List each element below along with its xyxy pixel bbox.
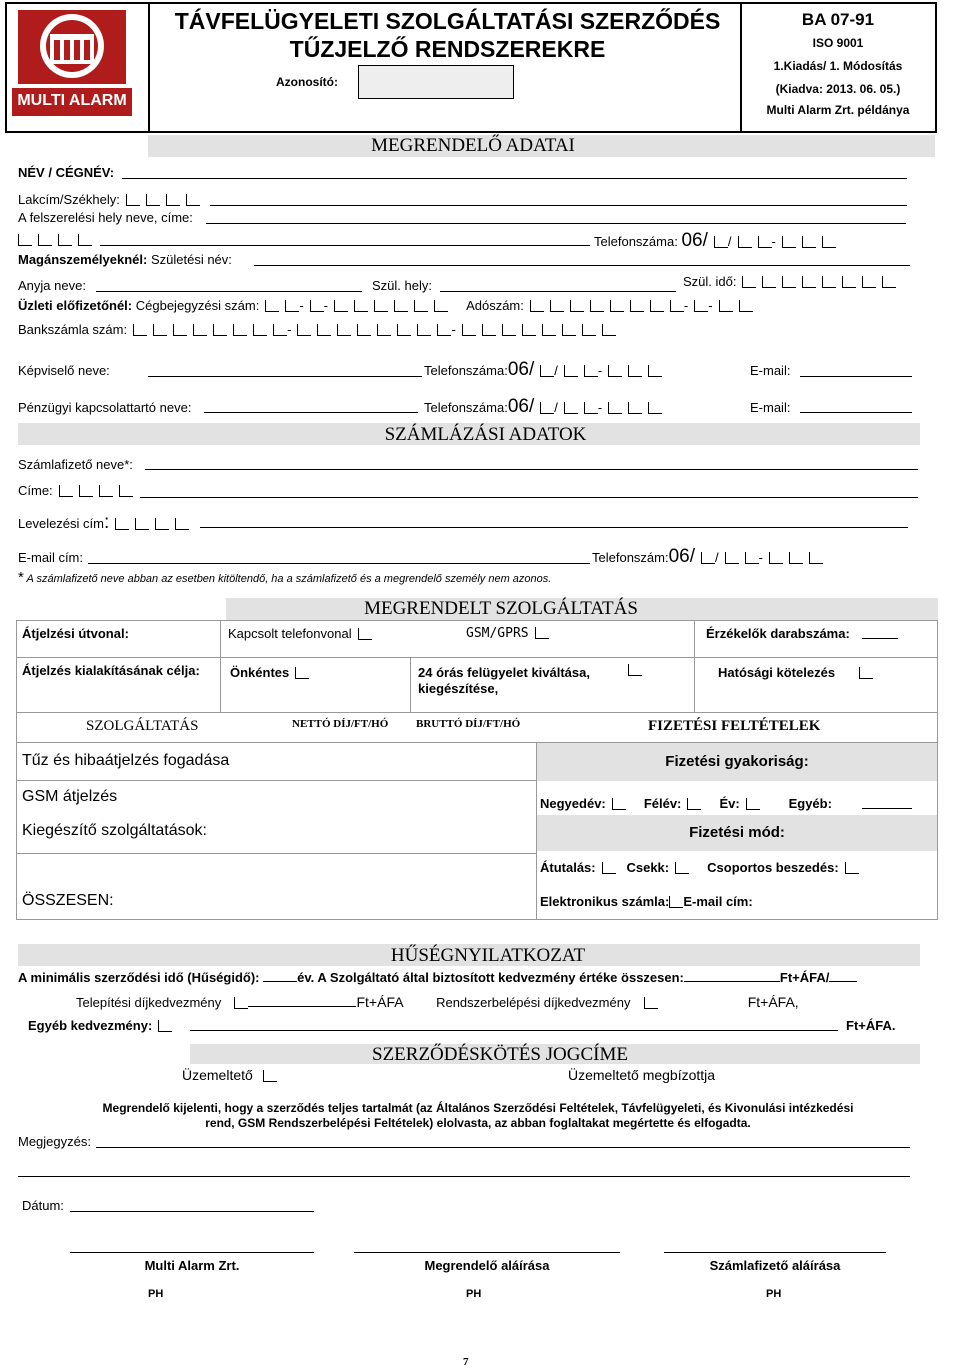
egyeb-kedvezmeny: Egyéb kedvezmény: <box>28 1018 172 1033</box>
onkentes-option[interactable]: Önkéntes <box>230 665 309 680</box>
gyakorisag-options[interactable]: Negyedév: Félév: Év: Egyéb: <box>540 796 832 811</box>
felszerelesi-zip[interactable] <box>12 232 92 247</box>
sig2-label: Megrendelő aláírása <box>424 1258 550 1273</box>
huseg-heading: HŰSÉGNYILATKOZAT <box>390 945 586 966</box>
szuletesi-field[interactable] <box>254 265 910 266</box>
sig3-line[interactable] <box>664 1252 886 1253</box>
page-number: 7 <box>463 1356 469 1368</box>
penzugyi-email[interactable] <box>800 412 912 413</box>
copy-label: Multi Alarm Zrt. példánya <box>766 103 910 117</box>
logo <box>12 6 132 118</box>
tbl-vl3 <box>694 620 695 712</box>
col-fizetesi: FIZETÉSI FELTÉTELEK <box>648 718 821 734</box>
minimalis-row: A minimális szerződési idő (Hűségidő): év. A Szolgáltató által biztosított kedvezmény értéke összesen: Ft+ÁFA/ <box>18 970 857 985</box>
kapcsolt-option[interactable]: Kapcsolt telefonvonal <box>228 626 372 641</box>
col-szolgaltatas: SZOLGÁLTATÁS <box>86 718 199 734</box>
nev-label: NÉV / CÉGNÉV: <box>18 165 115 180</box>
datum-label: Dátum: <box>22 1198 64 1213</box>
uzleti-row: Üzleti előfizetőnél: Cégbejegyzési szám: - - Adószám: - - <box>18 298 753 313</box>
uzemelteto-option[interactable]: Üzemeltető <box>182 1067 277 1083</box>
sig1-line[interactable] <box>70 1252 314 1253</box>
magan-label: Magánszemélyeknél: Születési név: <box>18 252 232 267</box>
kepviselo-label: Képviselő neve: <box>18 363 110 378</box>
megjegyzes-label: Megjegyzés: <box>18 1134 91 1149</box>
szulido-label: Szül. idő: <box>683 274 896 289</box>
levelezesi-label: Levelezési cím: <box>18 512 189 534</box>
penzugyi-label: Pénzügyi kapcsolattartó neve: <box>18 400 192 415</box>
col-netto: NETTÓ DÍJ/FT/HÓ <box>292 718 389 730</box>
megjegyzes-line1[interactable] <box>96 1147 910 1148</box>
osszesen: ÖSSZESEN: <box>22 892 114 909</box>
szolgaltatas-heading: MEGRENDELT SZOLGÁLTATÁS <box>364 598 638 619</box>
logo-divider <box>148 2 150 133</box>
szulhely-field[interactable] <box>440 291 676 292</box>
szamlafizeto-label: Számlafizető neve*: <box>18 457 133 472</box>
tuz-label: Tűz és hibaátjelzés fogadása <box>22 752 230 769</box>
tbl-hl5 <box>16 853 536 854</box>
kiadva-date: (Kiadva: 2013. 06. 05.) <box>775 82 901 96</box>
lakcim-field[interactable] <box>210 205 907 206</box>
nyilatkozat-line1: Megrendelő kijelenti, hogy a szerződés teljes tartalmát (az Általános Szerződési Feltételek, Távfelügyeleti, és Kivonulási intézkedési <box>102 1101 854 1115</box>
fizetesi-mod: Fizetési mód: <box>689 824 785 841</box>
logo-text: MULTI ALARM <box>17 92 127 109</box>
azonosito-label: Azonosító: <box>276 75 338 89</box>
kepviselo-phone: Telefonszáma:06/ / - <box>424 359 662 381</box>
kepviselo-field[interactable] <box>148 376 422 377</box>
felugyelet-box[interactable] <box>628 664 642 676</box>
felszerelesi-label: A felszerelési hely neve, címe: <box>18 210 193 225</box>
bankszamla-row: Bankszámla szám: - - <box>18 322 616 337</box>
cime-label: Címe: <box>18 483 133 498</box>
anyja-label: Anyja neve: <box>18 278 86 293</box>
gsm-atjelzes: GSM átjelzés <box>22 788 118 805</box>
nyilatkozat-line2: rend, GSM Rendszerbelépési Feltételek) elolvasta, az abban foglaltakat megértette és elfogadta. <box>205 1116 751 1130</box>
atjelzesi-utvonal: Átjelzési útvonal: <box>22 626 129 641</box>
sig2-line[interactable] <box>354 1252 620 1253</box>
felszerelesi-field[interactable] <box>206 223 906 224</box>
ph-1: PH <box>148 1288 164 1300</box>
megjegyzes-line2[interactable] <box>18 1176 910 1177</box>
tbl-hl1 <box>16 657 938 658</box>
email-cim-label: E-mail cím: <box>18 550 83 565</box>
kepviselo-email[interactable] <box>800 376 912 377</box>
szamlazasi-phone: Telefonszám:06/ / - <box>592 546 823 568</box>
kepviselo-email-label: E-mail: <box>750 363 791 378</box>
title-line1: TÁVFELÜGYELETI SZOLGÁLTATÁSI SZERZŐDÉS <box>174 8 721 34</box>
elektronikus-options[interactable]: Elektronikus számla: E-mail cím: <box>540 894 753 909</box>
jogcim-heading: SZERZŐDÉSKÖTÉS JOGCÍME <box>372 1044 628 1065</box>
tbl-hl4 <box>16 780 536 781</box>
egyeb-kedvezmeny-field[interactable] <box>190 1030 838 1031</box>
lakcim-label: Lakcím/Székhely: <box>18 192 200 207</box>
nev-field[interactable] <box>122 178 907 179</box>
ph-2: PH <box>466 1288 482 1300</box>
megbizottja-option[interactable]: Üzemeltető megbízottja <box>568 1067 716 1083</box>
erzekelok-field[interactable] <box>862 638 898 639</box>
hatosagi-option[interactable]: Hatósági kötelezés <box>718 665 873 680</box>
doc-code: BA 07-91 <box>801 10 875 29</box>
kiadas: 1.Kiadás/ 1. Módosítás <box>773 59 903 73</box>
kiegeszito: Kiegészítő szolgáltatások: <box>22 822 207 839</box>
email-cim-field[interactable] <box>88 563 590 564</box>
ftafa4: Ft+ÁFA. <box>846 1018 896 1033</box>
penzugyi-email-label: E-mail: <box>750 400 791 415</box>
szamlafizeto-field[interactable] <box>145 469 918 470</box>
erzekelok-label: Érzékelők darabszáma: <box>706 626 850 641</box>
levelezesi-field[interactable] <box>200 527 908 528</box>
felszerelesi-phone: Telefonszáma: 06/ / - <box>594 230 836 252</box>
col-brutto: BRUTTÓ DÍJ/FT/HÓ <box>416 718 521 730</box>
szulhely-label: Szül. hely: <box>372 278 432 293</box>
tbl-vl2 <box>410 657 411 712</box>
fizetesi-gyak: Fizetési gyakoriság: <box>665 753 809 770</box>
szamlazasi-note: * A számlafizető neve abban az esetben kitöltendő, ha a számlafizető és a megrendelő személy nem azonos. <box>18 569 552 586</box>
sig3-label: Számlafizető aláírása <box>709 1258 841 1273</box>
tbl-vl1 <box>220 620 221 712</box>
egyeb-field[interactable] <box>862 808 912 809</box>
felszerelesi-line2[interactable] <box>100 245 590 246</box>
sig1-label: Multi Alarm Zrt. <box>144 1258 240 1273</box>
szamlazasi-heading: SZÁMLÁZÁSI ADATOK <box>384 424 587 445</box>
gsm-option[interactable]: GSM/GPRS <box>466 626 549 641</box>
penzugyi-phone: Telefonszáma:06/ / - <box>424 396 662 418</box>
megrendelo-heading: MEGRENDELŐ ADATAI <box>371 135 575 156</box>
anyja-field[interactable] <box>96 291 362 292</box>
atjelzes-celja: Átjelzés kialakításának célja: <box>22 663 200 678</box>
telepitesi-row: Telepítési díjkedvezmény Ft+ÁFA Rendszerbelépési díjkedvezmény Ft+ÁFA, <box>76 994 799 1010</box>
title-line2: TŰZJELZŐ RENDSZEREKRE <box>289 36 606 62</box>
azonosito-field[interactable] <box>358 65 514 99</box>
penzugyi-field[interactable] <box>204 412 418 413</box>
datum-field[interactable] <box>70 1211 314 1212</box>
iso: ISO 9001 <box>812 36 864 50</box>
tbl-hl2 <box>16 712 938 713</box>
cime-field[interactable] <box>140 497 918 498</box>
fizetesi-mod-options[interactable]: Átutalás: Csekk: Csoportos beszedés: <box>540 860 859 875</box>
ph-3: PH <box>766 1288 782 1300</box>
felugyelet-option[interactable]: 24 órás felügyelet kiváltása, kiegészítése, <box>418 665 590 696</box>
